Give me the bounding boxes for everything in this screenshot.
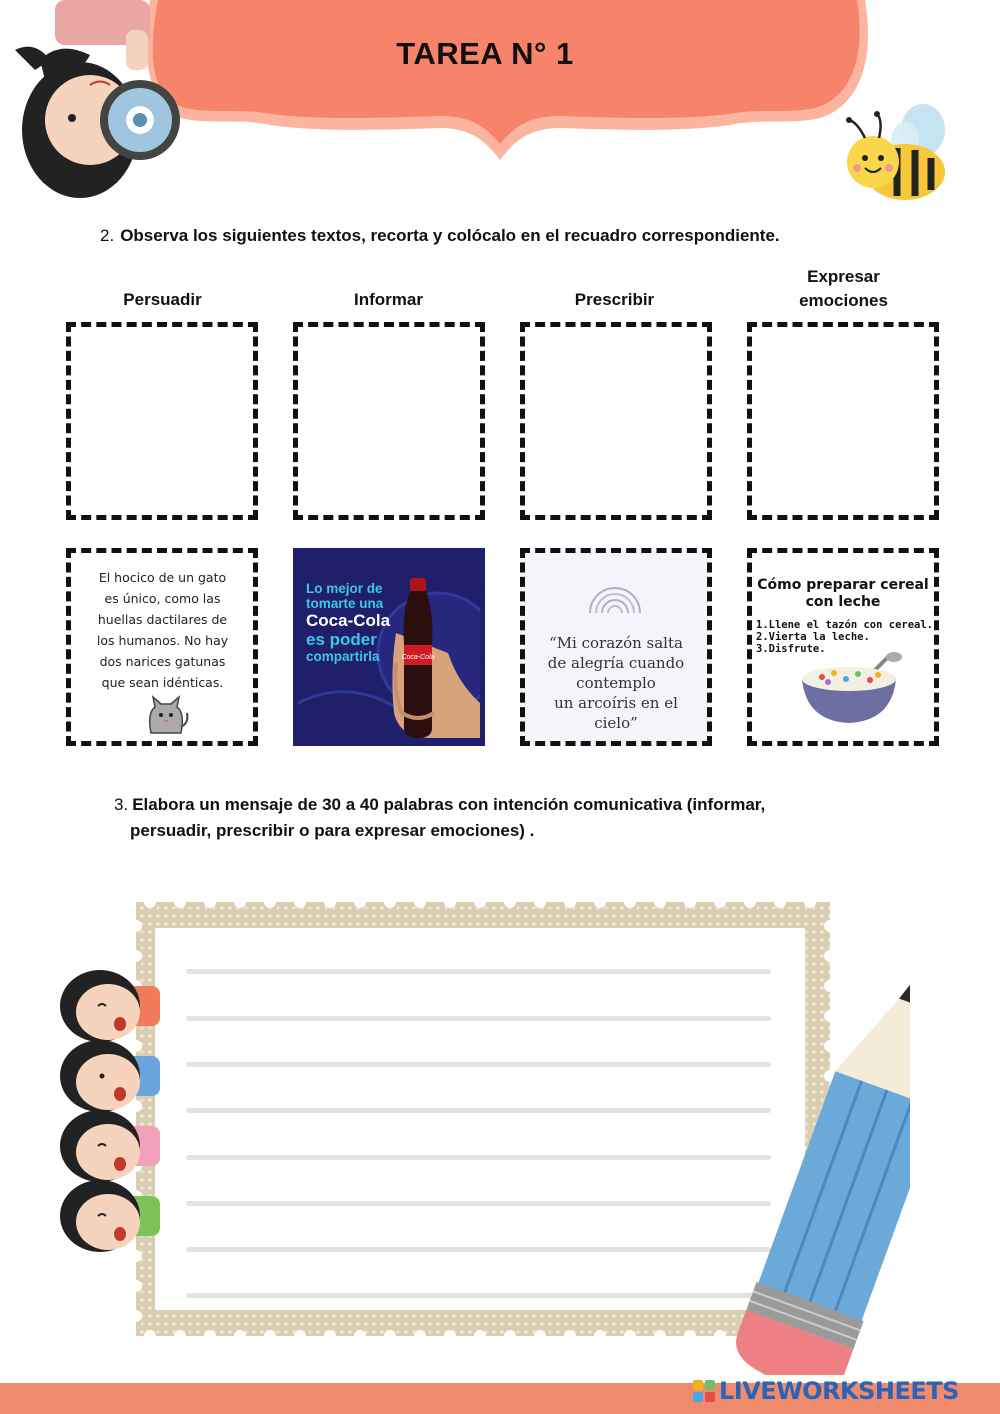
card-cereal-recipe[interactable] (747, 548, 939, 746)
rainbow-icon (585, 573, 645, 618)
quote-line: un arcoíris en el (554, 694, 678, 712)
cat-fact-line: huellas dactilares de (97, 612, 228, 627)
question-3-number: 3. (114, 795, 129, 814)
brand-text: LIVEWORKSHEETS (719, 1377, 959, 1405)
coca-cola-slogan (306, 581, 406, 664)
coke-line: compartirla (306, 649, 380, 664)
cereal-title-line: Cómo preparar cereal (757, 577, 929, 593)
cat-fact-text (85, 567, 240, 693)
quote-text (529, 633, 703, 733)
page-title: TAREA N° 1 (396, 36, 574, 71)
cereal-step: 2.Vierta la leche. (756, 631, 870, 643)
bottle-label-text: Coca-Cola (401, 654, 435, 661)
drop-box-prescribir[interactable] (520, 322, 712, 520)
liveworksheets-brand[interactable] (693, 1376, 959, 1406)
writing-line[interactable] (186, 1016, 771, 1021)
writing-line[interactable] (186, 969, 771, 974)
coke-line: tomarte una (306, 596, 384, 611)
writing-line[interactable] (186, 1062, 771, 1067)
column-label-persuadir: Persuadir (123, 290, 202, 309)
writing-line[interactable] (186, 1201, 771, 1206)
cereal-step: 3.Disfrute. (756, 643, 826, 655)
writing-line[interactable] (186, 1247, 771, 1252)
card-cat-fact[interactable] (66, 548, 258, 746)
coke-brand: Coca-Cola (306, 611, 391, 630)
cereal-bowl-icon (794, 651, 914, 726)
writing-line[interactable] (186, 1108, 771, 1113)
column-label-line: emociones (799, 291, 888, 310)
question-2-text: Observa los siguientes textos, recorta y colócalo en el recuadro correspondiente. (120, 226, 780, 245)
kids-peeking-illustration (50, 966, 165, 1256)
cereal-step: 1.Llene el tazón con cereal. (756, 619, 934, 631)
cat-fact-line: dos narices gatunas (99, 654, 226, 669)
cat-fact-line: que sean idénticas. (101, 675, 224, 690)
column-label-prescribir: Prescribir (574, 290, 655, 309)
cereal-steps (756, 619, 934, 655)
card-rainbow-quote[interactable] (520, 548, 712, 746)
question-2-number: 2. (100, 226, 115, 245)
column-label-line: Expresar (807, 267, 880, 286)
cat-fact-line: El hocico de un gato (98, 570, 227, 585)
question-3-line: persuadir, prescribir o para expresar emociones) . (130, 821, 535, 840)
coke-line: es poder (306, 630, 377, 649)
question-2 (100, 226, 780, 246)
bee-illustration (835, 100, 960, 210)
quote-line: contemplo (576, 674, 656, 692)
liveworksheets-logo-icon (693, 1380, 715, 1402)
cereal-title-line: con leche (805, 594, 881, 610)
cat-fact-line: es único, como las (104, 591, 221, 606)
drop-box-persuadir[interactable] (66, 322, 258, 520)
card-coca-cola-ad[interactable] (293, 548, 485, 746)
writing-line[interactable] (186, 1155, 771, 1160)
quote-line: “Mi corazón salta (549, 634, 683, 652)
drop-box-expresar-emociones[interactable] (747, 322, 939, 520)
question-3-line: Elabora un mensaje de 30 a 40 palabras con intención comunicativa (informar, (132, 795, 766, 814)
pencil-illustration (700, 905, 910, 1375)
cereal-title (754, 577, 932, 611)
writing-line[interactable] (186, 1293, 771, 1298)
drop-box-informar[interactable] (293, 322, 485, 520)
kid-magnifier-illustration (10, 0, 200, 200)
cat-fact-line: los humanos. No hay (96, 633, 229, 648)
quote-line: cielo” (594, 714, 638, 732)
coke-line: Lo mejor de (306, 581, 383, 596)
column-label-expresar-emociones (746, 265, 941, 313)
question-3 (114, 792, 874, 844)
quote-line: de alegría cuando (547, 654, 685, 672)
column-label-informar: Informar (354, 290, 423, 309)
cat-icon (141, 693, 191, 738)
